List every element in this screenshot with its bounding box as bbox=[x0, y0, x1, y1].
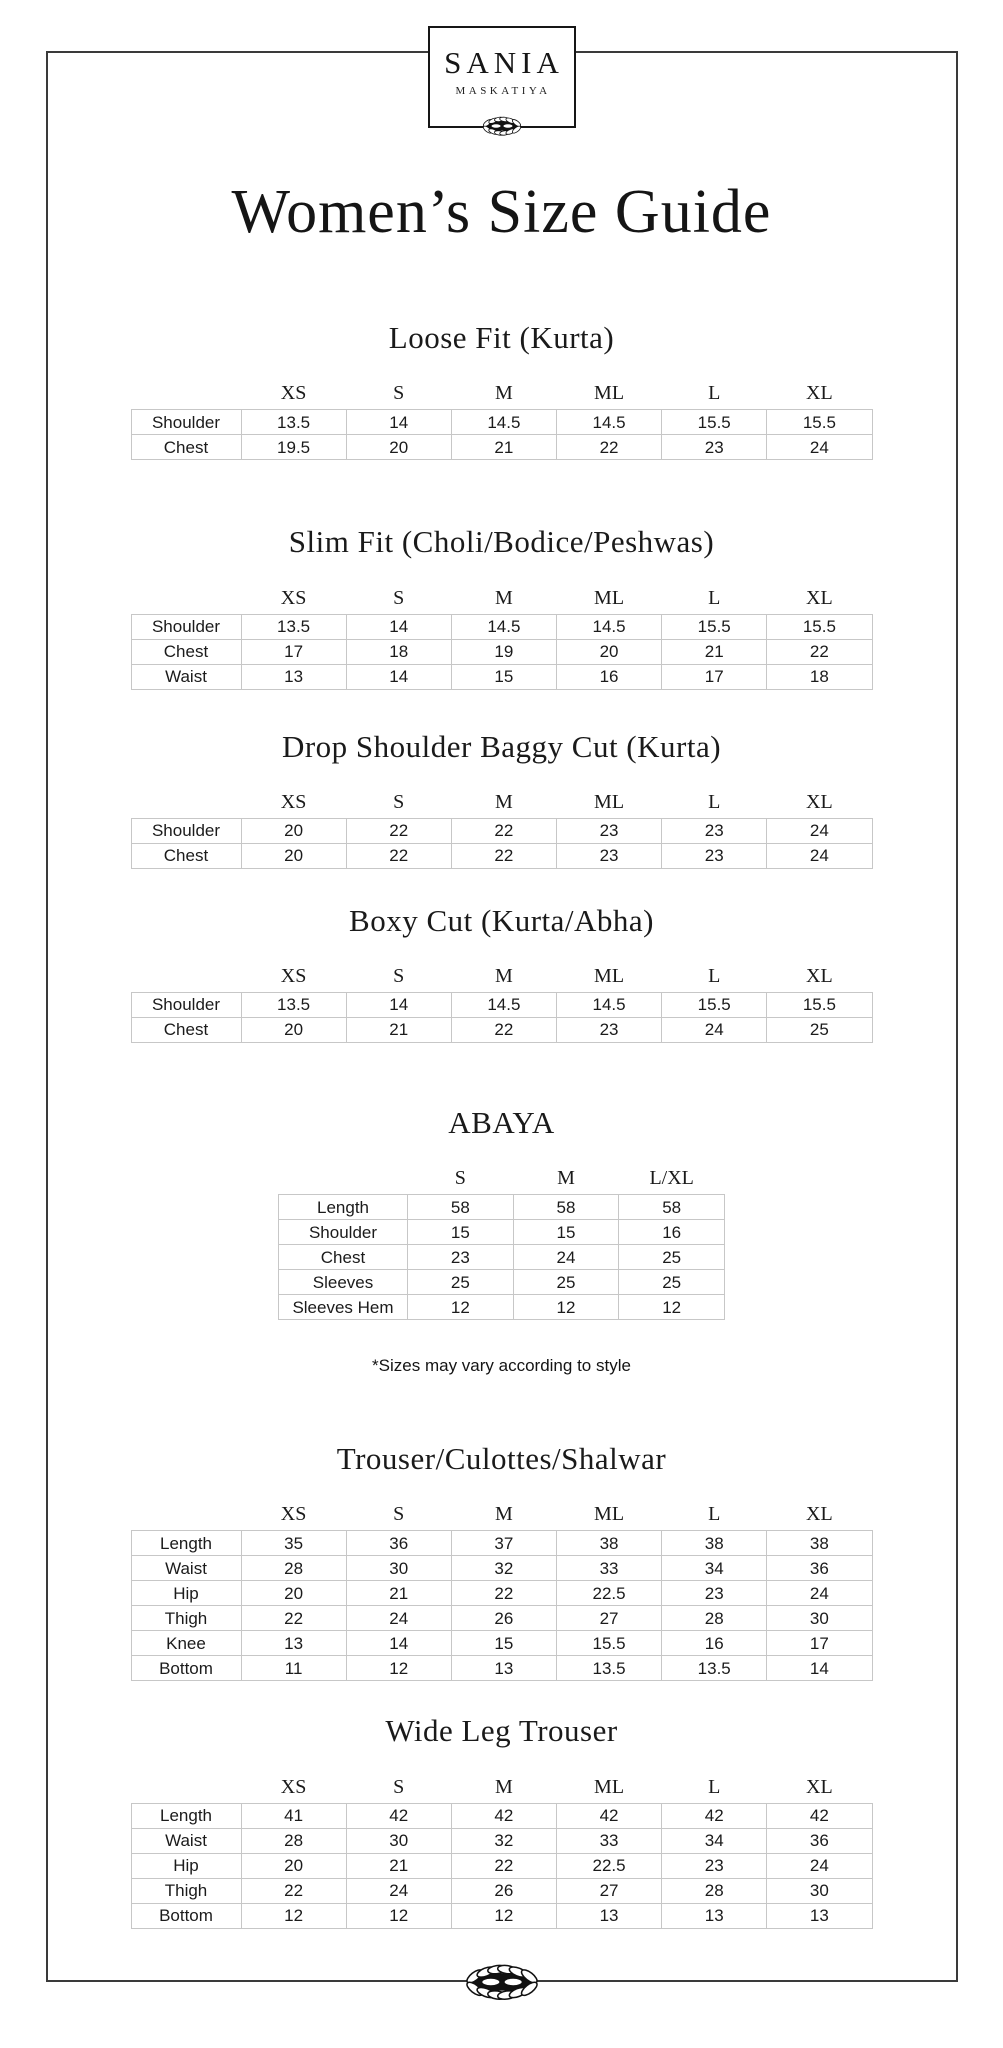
value-cell: 23 bbox=[662, 843, 767, 868]
value-cell: 24 bbox=[767, 1853, 872, 1878]
value-cell: 42 bbox=[556, 1803, 661, 1828]
value-cell: 20 bbox=[241, 1581, 346, 1606]
size-header-row bbox=[131, 382, 872, 410]
value-cell: 24 bbox=[346, 1878, 451, 1903]
value-cell: 14.5 bbox=[556, 614, 661, 639]
value-cell: 28 bbox=[241, 1556, 346, 1581]
table-row bbox=[131, 1531, 872, 1556]
section-title: Wide Leg Trouser bbox=[385, 1713, 618, 1749]
size-header-cell: ML bbox=[594, 586, 625, 609]
value-cell: 36 bbox=[346, 1531, 451, 1556]
row-label-cell: Bottom bbox=[131, 1656, 241, 1681]
size-header-cell: L/XL bbox=[649, 1167, 694, 1190]
table-row bbox=[131, 1017, 872, 1042]
value-cell: 22 bbox=[241, 1606, 346, 1631]
value-cell: 22 bbox=[451, 1853, 556, 1878]
value-cell: 14 bbox=[346, 614, 451, 639]
value-cell: 30 bbox=[767, 1606, 872, 1631]
value-cell: 19.5 bbox=[241, 435, 346, 460]
size-header-cell: XL bbox=[806, 1503, 833, 1526]
value-cell: 16 bbox=[556, 664, 661, 689]
value-cell: 42 bbox=[767, 1803, 872, 1828]
corner-cell bbox=[131, 1776, 241, 1804]
value-cell: 22 bbox=[451, 818, 556, 843]
size-header-cell: XS bbox=[280, 1503, 307, 1526]
value-cell: 25 bbox=[767, 1017, 872, 1042]
corner-cell bbox=[131, 382, 241, 410]
value-cell: 23 bbox=[556, 843, 661, 868]
size-header-cell: S bbox=[393, 382, 405, 405]
value-cell: 12 bbox=[451, 1903, 556, 1928]
value-cell: 12 bbox=[513, 1295, 619, 1320]
size-header-cell: M bbox=[494, 964, 513, 987]
size-header-cell: XL bbox=[806, 382, 833, 405]
value-cell: 22.5 bbox=[556, 1853, 661, 1878]
value-cell: 36 bbox=[767, 1556, 872, 1581]
value-cell: 14 bbox=[346, 664, 451, 689]
value-cell: 26 bbox=[451, 1606, 556, 1631]
size-table bbox=[131, 587, 873, 690]
size-header-row bbox=[131, 791, 872, 819]
value-cell: 21 bbox=[346, 1853, 451, 1878]
size-header-cell: ML bbox=[594, 964, 625, 987]
value-cell: 15.5 bbox=[662, 992, 767, 1017]
value-cell: 21 bbox=[346, 1581, 451, 1606]
corner-cell bbox=[279, 1167, 408, 1195]
value-cell: 20 bbox=[241, 818, 346, 843]
corner-cell bbox=[131, 587, 241, 615]
value-cell: 13 bbox=[767, 1903, 872, 1928]
size-header-cell: M bbox=[494, 790, 513, 813]
row-label-cell: Waist bbox=[131, 1556, 241, 1581]
row-label-cell: Hip bbox=[131, 1853, 241, 1878]
row-label-cell: Bottom bbox=[131, 1903, 241, 1928]
value-cell: 22.5 bbox=[556, 1581, 661, 1606]
value-cell: 23 bbox=[408, 1245, 514, 1270]
size-header-cell: ML bbox=[594, 382, 625, 405]
value-cell: 27 bbox=[556, 1878, 661, 1903]
value-cell: 13.5 bbox=[241, 614, 346, 639]
size-header-cell: L bbox=[708, 964, 721, 987]
value-cell: 24 bbox=[767, 843, 872, 868]
value-cell: 13.5 bbox=[556, 1656, 661, 1681]
table-row bbox=[131, 843, 872, 868]
value-cell: 13.5 bbox=[241, 992, 346, 1017]
row-label-cell: Length bbox=[131, 1531, 241, 1556]
value-cell: 27 bbox=[556, 1606, 661, 1631]
value-cell: 14 bbox=[346, 992, 451, 1017]
value-cell: 13 bbox=[241, 1631, 346, 1656]
value-cell: 41 bbox=[241, 1803, 346, 1828]
value-cell: 23 bbox=[662, 818, 767, 843]
value-cell: 42 bbox=[662, 1803, 767, 1828]
value-cell: 32 bbox=[451, 1828, 556, 1853]
row-label-cell: Shoulder bbox=[131, 992, 241, 1017]
table-row bbox=[131, 435, 872, 460]
section-title: Drop Shoulder Baggy Cut (Kurta) bbox=[281, 728, 722, 764]
table-row bbox=[131, 1853, 872, 1878]
value-cell: 24 bbox=[662, 1017, 767, 1042]
size-header-cell: L bbox=[708, 1775, 721, 1798]
value-cell: 33 bbox=[556, 1556, 661, 1581]
size-header-cell: L bbox=[708, 382, 721, 405]
size-header-cell: M bbox=[494, 382, 513, 405]
size-header-cell: XL bbox=[806, 1775, 833, 1798]
corner-cell bbox=[131, 1503, 241, 1531]
size-header-cell: M bbox=[557, 1167, 575, 1190]
value-cell: 14 bbox=[346, 1631, 451, 1656]
value-cell: 17 bbox=[662, 664, 767, 689]
value-cell: 14 bbox=[767, 1656, 872, 1681]
row-label-cell: Chest bbox=[131, 843, 241, 868]
table-row bbox=[131, 1581, 872, 1606]
value-cell: 15.5 bbox=[767, 614, 872, 639]
value-cell: 24 bbox=[346, 1606, 451, 1631]
value-cell: 13 bbox=[662, 1903, 767, 1928]
row-label-cell: Shoulder bbox=[131, 614, 241, 639]
table-row bbox=[131, 1656, 872, 1681]
size-header-cell: XS bbox=[280, 790, 307, 813]
table-row bbox=[131, 992, 872, 1017]
value-cell: 15 bbox=[408, 1220, 514, 1245]
value-cell: 14.5 bbox=[556, 992, 661, 1017]
value-cell: 14.5 bbox=[451, 614, 556, 639]
value-cell: 22 bbox=[241, 1878, 346, 1903]
size-header-row bbox=[279, 1167, 725, 1195]
value-cell: 34 bbox=[662, 1556, 767, 1581]
value-cell: 15 bbox=[513, 1220, 619, 1245]
row-label-cell: Knee bbox=[131, 1631, 241, 1656]
size-section bbox=[0, 728, 1003, 869]
size-table bbox=[131, 1776, 873, 1929]
value-cell: 23 bbox=[556, 818, 661, 843]
table-row bbox=[279, 1295, 725, 1320]
size-header-cell: ML bbox=[594, 1775, 625, 1798]
size-table bbox=[131, 1503, 873, 1681]
table-row bbox=[131, 410, 872, 435]
value-cell: 15.5 bbox=[662, 614, 767, 639]
value-cell: 15 bbox=[451, 664, 556, 689]
row-label-cell: Length bbox=[279, 1195, 408, 1220]
value-cell: 15 bbox=[451, 1631, 556, 1656]
size-header-row bbox=[131, 1776, 872, 1804]
value-cell: 19 bbox=[451, 639, 556, 664]
value-cell: 38 bbox=[767, 1531, 872, 1556]
size-section bbox=[0, 1104, 1003, 1376]
value-cell: 15.5 bbox=[556, 1631, 661, 1656]
value-cell: 13 bbox=[451, 1656, 556, 1681]
size-section bbox=[0, 1712, 1003, 1928]
size-header-cell: XL bbox=[806, 964, 833, 987]
value-cell: 22 bbox=[451, 1017, 556, 1042]
row-label-cell: Hip bbox=[131, 1581, 241, 1606]
size-header-cell: XL bbox=[806, 790, 833, 813]
row-label-cell: Sleeves bbox=[279, 1270, 408, 1295]
value-cell: 20 bbox=[556, 639, 661, 664]
value-cell: 16 bbox=[662, 1631, 767, 1656]
value-cell: 25 bbox=[513, 1270, 619, 1295]
size-header-cell: XS bbox=[280, 586, 307, 609]
value-cell: 22 bbox=[346, 818, 451, 843]
size-header-cell: S bbox=[393, 1503, 405, 1526]
value-cell: 38 bbox=[662, 1531, 767, 1556]
row-label-cell: Chest bbox=[279, 1245, 408, 1270]
value-cell: 11 bbox=[241, 1656, 346, 1681]
value-cell: 22 bbox=[556, 435, 661, 460]
row-label-cell: Shoulder bbox=[279, 1220, 408, 1245]
value-cell: 35 bbox=[241, 1531, 346, 1556]
size-header-cell: L bbox=[708, 1503, 721, 1526]
size-section bbox=[0, 319, 1003, 460]
value-cell: 17 bbox=[767, 1631, 872, 1656]
value-cell: 26 bbox=[451, 1878, 556, 1903]
table-row bbox=[131, 1828, 872, 1853]
size-table bbox=[131, 791, 873, 869]
value-cell: 22 bbox=[767, 639, 872, 664]
value-cell: 28 bbox=[662, 1878, 767, 1903]
value-cell: 25 bbox=[408, 1270, 514, 1295]
value-cell: 28 bbox=[662, 1606, 767, 1631]
row-label-cell: Shoulder bbox=[131, 818, 241, 843]
value-cell: 23 bbox=[556, 1017, 661, 1042]
size-section bbox=[0, 1440, 1003, 1681]
size-tables-container bbox=[0, 319, 1003, 1928]
laurel-ornament-icon bbox=[469, 111, 535, 141]
value-cell: 21 bbox=[346, 1017, 451, 1042]
table-row bbox=[131, 1903, 872, 1928]
value-cell: 22 bbox=[451, 1581, 556, 1606]
value-cell: 13.5 bbox=[662, 1656, 767, 1681]
value-cell: 30 bbox=[346, 1556, 451, 1581]
value-cell: 58 bbox=[619, 1195, 725, 1220]
row-label-cell: Thigh bbox=[131, 1878, 241, 1903]
size-table bbox=[131, 382, 873, 460]
table-row bbox=[279, 1270, 725, 1295]
row-label-cell: Waist bbox=[131, 664, 241, 689]
section-title: ABAYA bbox=[448, 1104, 555, 1140]
size-header-cell: ML bbox=[594, 790, 625, 813]
table-row bbox=[131, 664, 872, 689]
value-cell: 22 bbox=[451, 843, 556, 868]
size-header-cell: ML bbox=[594, 1503, 625, 1526]
row-label-cell: Waist bbox=[131, 1828, 241, 1853]
size-header-cell: M bbox=[494, 1775, 513, 1798]
value-cell: 17 bbox=[241, 639, 346, 664]
size-header-cell: S bbox=[454, 1167, 466, 1190]
size-header-cell: L bbox=[708, 790, 721, 813]
value-cell: 24 bbox=[767, 818, 872, 843]
table-row bbox=[131, 1878, 872, 1903]
value-cell: 36 bbox=[767, 1828, 872, 1853]
value-cell: 20 bbox=[346, 435, 451, 460]
page-title: Women’s Size Guide bbox=[231, 178, 772, 246]
table-row bbox=[131, 1631, 872, 1656]
size-header-cell: S bbox=[393, 1775, 405, 1798]
value-cell: 12 bbox=[408, 1295, 514, 1320]
size-header-cell: L bbox=[708, 586, 721, 609]
value-cell: 28 bbox=[241, 1828, 346, 1853]
value-cell: 13 bbox=[556, 1903, 661, 1928]
section-title: Loose Fit (Kurta) bbox=[388, 320, 615, 356]
value-cell: 21 bbox=[451, 435, 556, 460]
size-header-cell: S bbox=[393, 586, 405, 609]
size-header-cell: S bbox=[393, 790, 405, 813]
row-label-cell: Chest bbox=[131, 639, 241, 664]
value-cell: 16 bbox=[619, 1220, 725, 1245]
corner-cell bbox=[131, 965, 241, 993]
sizes-vary-note: *Sizes may vary according to style bbox=[372, 1356, 631, 1376]
value-cell: 12 bbox=[346, 1656, 451, 1681]
value-cell: 33 bbox=[556, 1828, 661, 1853]
row-label-cell: Thigh bbox=[131, 1606, 241, 1631]
size-header-cell: M bbox=[494, 586, 513, 609]
value-cell: 58 bbox=[408, 1195, 514, 1220]
value-cell: 24 bbox=[767, 1581, 872, 1606]
value-cell: 20 bbox=[241, 1017, 346, 1042]
value-cell: 32 bbox=[451, 1556, 556, 1581]
value-cell: 58 bbox=[513, 1195, 619, 1220]
value-cell: 23 bbox=[662, 1581, 767, 1606]
size-table bbox=[131, 965, 873, 1043]
value-cell: 14.5 bbox=[451, 992, 556, 1017]
size-header-cell: M bbox=[494, 1503, 513, 1526]
value-cell: 14.5 bbox=[451, 410, 556, 435]
table-row bbox=[131, 1606, 872, 1631]
value-cell: 20 bbox=[241, 1853, 346, 1878]
section-title: Trouser/Culottes/Shalwar bbox=[336, 1441, 667, 1477]
value-cell: 15.5 bbox=[662, 410, 767, 435]
value-cell: 20 bbox=[241, 843, 346, 868]
corner-cell bbox=[131, 791, 241, 819]
size-header-cell: XS bbox=[280, 964, 307, 987]
table-row bbox=[131, 1556, 872, 1581]
value-cell: 42 bbox=[346, 1803, 451, 1828]
value-cell: 24 bbox=[513, 1245, 619, 1270]
value-cell: 21 bbox=[662, 639, 767, 664]
size-header-row bbox=[131, 965, 872, 993]
value-cell: 30 bbox=[767, 1878, 872, 1903]
value-cell: 23 bbox=[662, 1853, 767, 1878]
size-header-cell: XS bbox=[280, 382, 307, 405]
table-row bbox=[131, 818, 872, 843]
value-cell: 25 bbox=[619, 1245, 725, 1270]
section-title: Boxy Cut (Kurta/Abha) bbox=[349, 902, 654, 938]
value-cell: 18 bbox=[767, 664, 872, 689]
value-cell: 37 bbox=[451, 1531, 556, 1556]
value-cell: 12 bbox=[241, 1903, 346, 1928]
table-row bbox=[279, 1220, 725, 1245]
row-label-cell: Chest bbox=[131, 435, 241, 460]
size-header-cell: XS bbox=[280, 1775, 307, 1798]
table-row bbox=[131, 639, 872, 664]
row-label-cell: Chest bbox=[131, 1017, 241, 1042]
row-label-cell: Shoulder bbox=[131, 410, 241, 435]
row-label-cell: Length bbox=[131, 1803, 241, 1828]
value-cell: 23 bbox=[662, 435, 767, 460]
laurel-ornament-icon bbox=[440, 1953, 564, 2011]
value-cell: 13 bbox=[241, 664, 346, 689]
size-header-row bbox=[131, 1503, 872, 1531]
value-cell: 15.5 bbox=[767, 410, 872, 435]
value-cell: 30 bbox=[346, 1828, 451, 1853]
size-header-cell: XL bbox=[806, 586, 833, 609]
value-cell: 25 bbox=[619, 1270, 725, 1295]
table-row bbox=[131, 1803, 872, 1828]
size-section bbox=[0, 902, 1003, 1043]
value-cell: 13.5 bbox=[241, 410, 346, 435]
brand-logo bbox=[428, 26, 576, 128]
value-cell: 34 bbox=[662, 1828, 767, 1853]
value-cell: 22 bbox=[346, 843, 451, 868]
value-cell: 14 bbox=[346, 410, 451, 435]
brand-subtitle: MASKATIYA bbox=[455, 85, 551, 97]
value-cell: 14.5 bbox=[556, 410, 661, 435]
value-cell: 42 bbox=[451, 1803, 556, 1828]
brand-name: SANIA bbox=[444, 45, 564, 80]
table-row bbox=[279, 1195, 725, 1220]
section-title: Slim Fit (Choli/Bodice/Peshwas) bbox=[288, 524, 715, 560]
size-table bbox=[278, 1167, 725, 1320]
value-cell: 12 bbox=[346, 1903, 451, 1928]
size-header-row bbox=[131, 587, 872, 615]
row-label-cell: Sleeves Hem bbox=[279, 1295, 408, 1320]
value-cell: 38 bbox=[556, 1531, 661, 1556]
value-cell: 24 bbox=[767, 435, 872, 460]
value-cell: 18 bbox=[346, 639, 451, 664]
table-row bbox=[279, 1245, 725, 1270]
size-section bbox=[0, 523, 1003, 689]
value-cell: 15.5 bbox=[767, 992, 872, 1017]
size-header-cell: S bbox=[393, 964, 405, 987]
value-cell: 12 bbox=[619, 1295, 725, 1320]
table-row bbox=[131, 614, 872, 639]
